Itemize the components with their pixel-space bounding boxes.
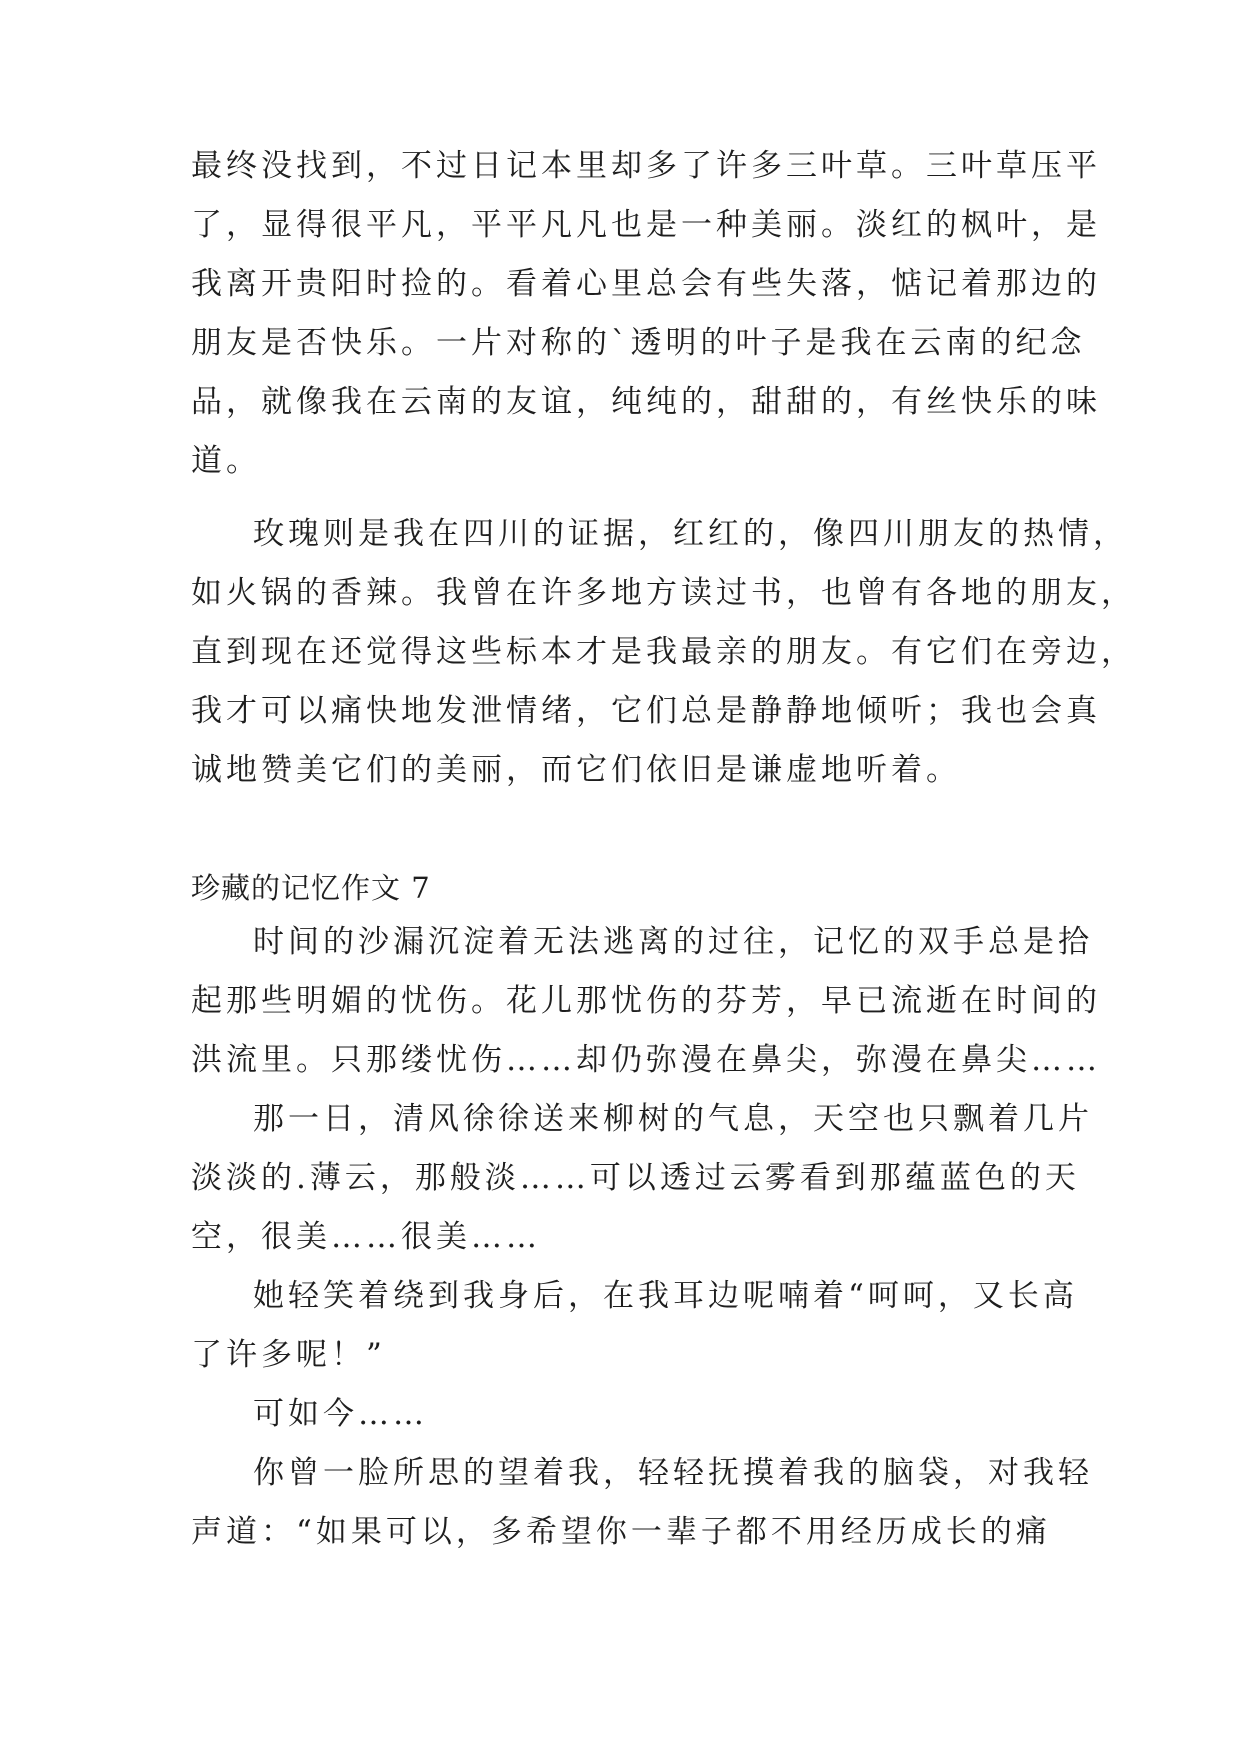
section-title: 珍藏的记忆作文 7 — [191, 871, 431, 905]
paragraph-line: 我才可以痛快地发泄情绪，它们总是静静地倾听；我也会真 — [191, 693, 1101, 729]
paragraph-line: 空，很美……很美…… — [191, 1219, 541, 1255]
paragraph-line: 你曾一脸所思的望着我，轻轻抚摸着我的脑袋，对我轻 — [253, 1455, 1093, 1491]
paragraph-line: 最终没找到，不过日记本里却多了许多三叶草。三叶草压平 — [191, 148, 1101, 184]
paragraph-line: 道。 — [191, 443, 261, 479]
paragraph-line: 直到现在还觉得这些标本才是我最亲的朋友。有它们在旁边， — [191, 634, 1136, 670]
paragraph-line: 她轻笑着绕到我身后，在我耳边呢喃着“呵呵，又长高 — [253, 1278, 1078, 1314]
paragraph-line: 了，显得很平凡，平平凡凡也是一种美丽。淡红的枫叶，是 — [191, 207, 1101, 243]
paragraph-line: 我离开贵阳时捡的。看着心里总会有些失落，惦记着那边的 — [191, 266, 1101, 302]
paragraph-line: 起那些明媚的忧伤。花儿那忧伤的芬芳，早已流逝在时间的 — [191, 983, 1101, 1019]
paragraph-line: 那一日，清风徐徐送来柳树的气息，天空也只飘着几片 — [253, 1101, 1093, 1137]
paragraph-line: 诚地赞美它们的美丽，而它们依旧是谦虚地听着。 — [191, 752, 961, 788]
paragraph-line: 玫瑰则是我在四川的证据，红红的，像四川朋友的热情， — [253, 516, 1128, 552]
paragraph-line: 朋友是否快乐。一片对称的`透明的叶子是我在云南的纪念 — [191, 325, 1086, 361]
paragraph-line: 了许多呢！” — [191, 1337, 386, 1373]
paragraph-line: 品，就像我在云南的友谊，纯纯的，甜甜的，有丝快乐的味 — [191, 384, 1101, 420]
paragraph-line: 声道：“如果可以，多希望你一辈子都不用经历成长的痛 — [191, 1514, 1051, 1550]
paragraph-line: 如火锅的香辣。我曾在许多地方读过书，也曾有各地的朋友， — [191, 575, 1136, 611]
paragraph-line: 洪流里。只那缕忧伤……却仍弥漫在鼻尖，弥漫在鼻尖…… — [191, 1042, 1101, 1078]
paragraph-line: 可如今…… — [253, 1396, 428, 1432]
paragraph-line: 淡淡的.薄云，那般淡……可以透过云雾看到那蕴蓝色的天 — [191, 1160, 1080, 1196]
paragraph-line: 时间的沙漏沉淀着无法逃离的过往，记忆的双手总是拾 — [253, 924, 1093, 960]
